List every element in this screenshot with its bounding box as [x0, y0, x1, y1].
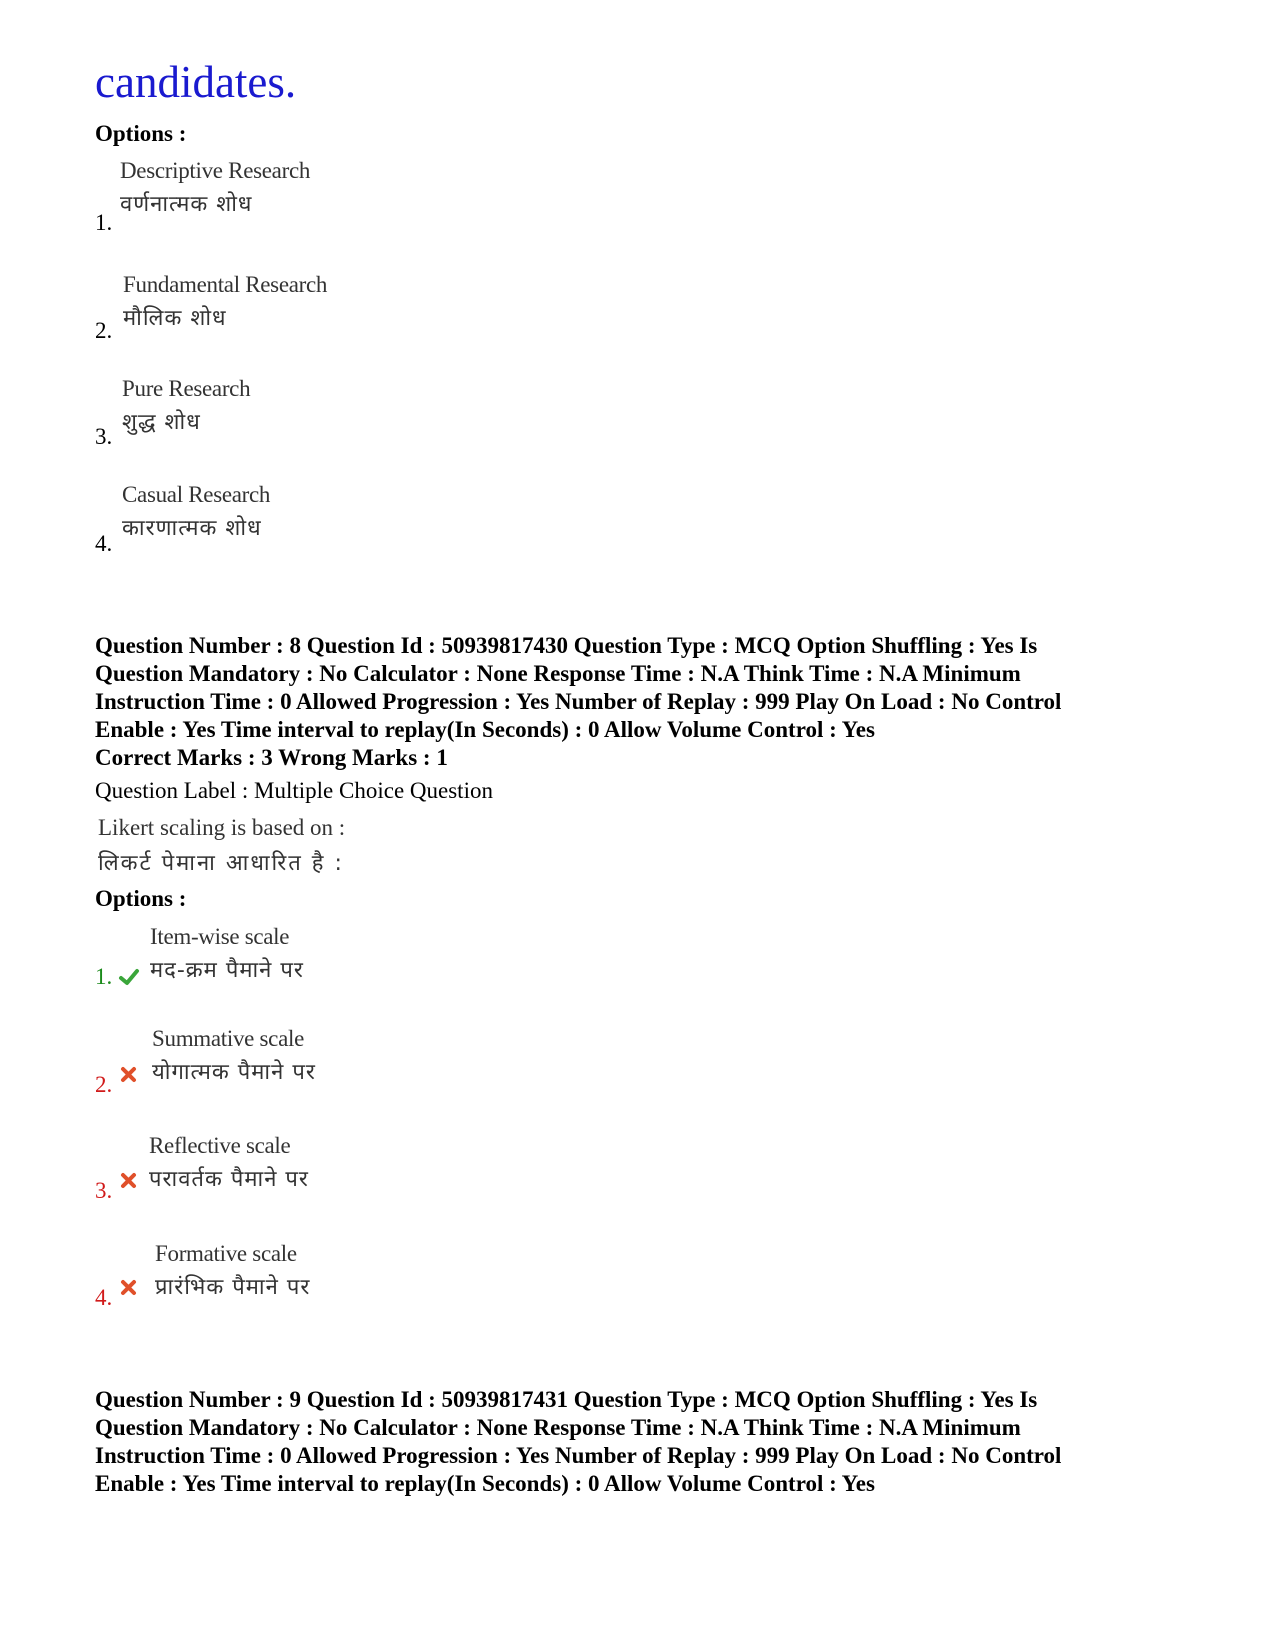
option-number: 3.	[95, 1178, 113, 1203]
option-number: 2.	[95, 318, 113, 343]
option-text-en: Reflective scale	[149, 1133, 291, 1158]
option-text-hi: परावर्तक पैमाने पर	[149, 1167, 309, 1192]
meta-line: Question Mandatory : No Calculator : None Response Time : N.A Think Time : N.A Minimum	[95, 1415, 1021, 1440]
option-number: 1.	[95, 964, 113, 989]
q8-marks: Correct Marks : 3 Wrong Marks : 1	[95, 745, 448, 770]
page-header-fragment: candidates.	[95, 57, 297, 107]
meta-line: Question Mandatory : No Calculator : None Response Time : N.A Think Time : N.A Minimum	[95, 661, 1021, 686]
q8-question-text-hi: लिकर्ट पेमाना आधारित है :	[98, 851, 344, 876]
meta-line: Question Number : 8 Question Id : 50939817430 Question Type : MCQ Option Shuffling : Yes Is	[95, 633, 1038, 658]
option-text-hi: शुद्ध शोध	[122, 410, 201, 435]
option-text-en: Casual Research	[122, 482, 271, 507]
option-text-hi: योगात्मक पैमाने पर	[152, 1060, 316, 1085]
cross-icon	[118, 1064, 140, 1086]
option-number: 4.	[95, 531, 113, 556]
q8-metadata	[95, 632, 1195, 744]
option-text-hi: मौलिक शोध	[123, 306, 227, 331]
option-text-en: Summative scale	[152, 1026, 304, 1051]
option-number: 3.	[95, 424, 113, 449]
option-text-en: Descriptive Research	[120, 158, 311, 183]
cross-icon	[118, 1277, 140, 1299]
meta-line: Enable : Yes Time interval to replay(In Seconds) : 0 Allow Volume Control : Yes	[95, 717, 875, 742]
q8-options-heading: Options :	[95, 886, 187, 911]
q8-question-label: Question Label : Multiple Choice Question	[95, 778, 493, 803]
option-text-en: Formative scale	[155, 1241, 297, 1266]
meta-line: Enable : Yes Time interval to replay(In Seconds) : 0 Allow Volume Control : Yes	[95, 1471, 875, 1496]
meta-line: Instruction Time : 0 Allowed Progression : Yes Number of Replay : 999 Play On Load : No Control	[95, 689, 1062, 714]
option-text-hi: मद-क्रम पैमाने पर	[150, 958, 304, 983]
option-text-en: Item-wise scale	[150, 924, 290, 949]
option-number: 4.	[95, 1285, 113, 1310]
option-text-hi: वर्णनात्मक शोध	[120, 192, 253, 217]
option-text-hi: प्रारंभिक पैमाने पर	[155, 1275, 311, 1300]
option-number: 1.	[95, 210, 113, 235]
q7-options-heading: Options :	[95, 121, 187, 146]
cross-icon	[118, 1170, 140, 1192]
option-text-hi: कारणात्मक शोध	[122, 516, 262, 541]
option-text-en: Pure Research	[122, 376, 251, 401]
q9-metadata	[95, 1386, 1195, 1498]
check-icon	[118, 966, 140, 988]
option-text-en: Fundamental Research	[123, 272, 328, 297]
q8-question-text-en: Likert scaling is based on :	[98, 815, 346, 840]
option-number: 2.	[95, 1072, 113, 1097]
meta-line: Instruction Time : 0 Allowed Progression : Yes Number of Replay : 999 Play On Load : No Control	[95, 1443, 1062, 1468]
meta-line: Question Number : 9 Question Id : 50939817431 Question Type : MCQ Option Shuffling : Yes Is	[95, 1387, 1038, 1412]
